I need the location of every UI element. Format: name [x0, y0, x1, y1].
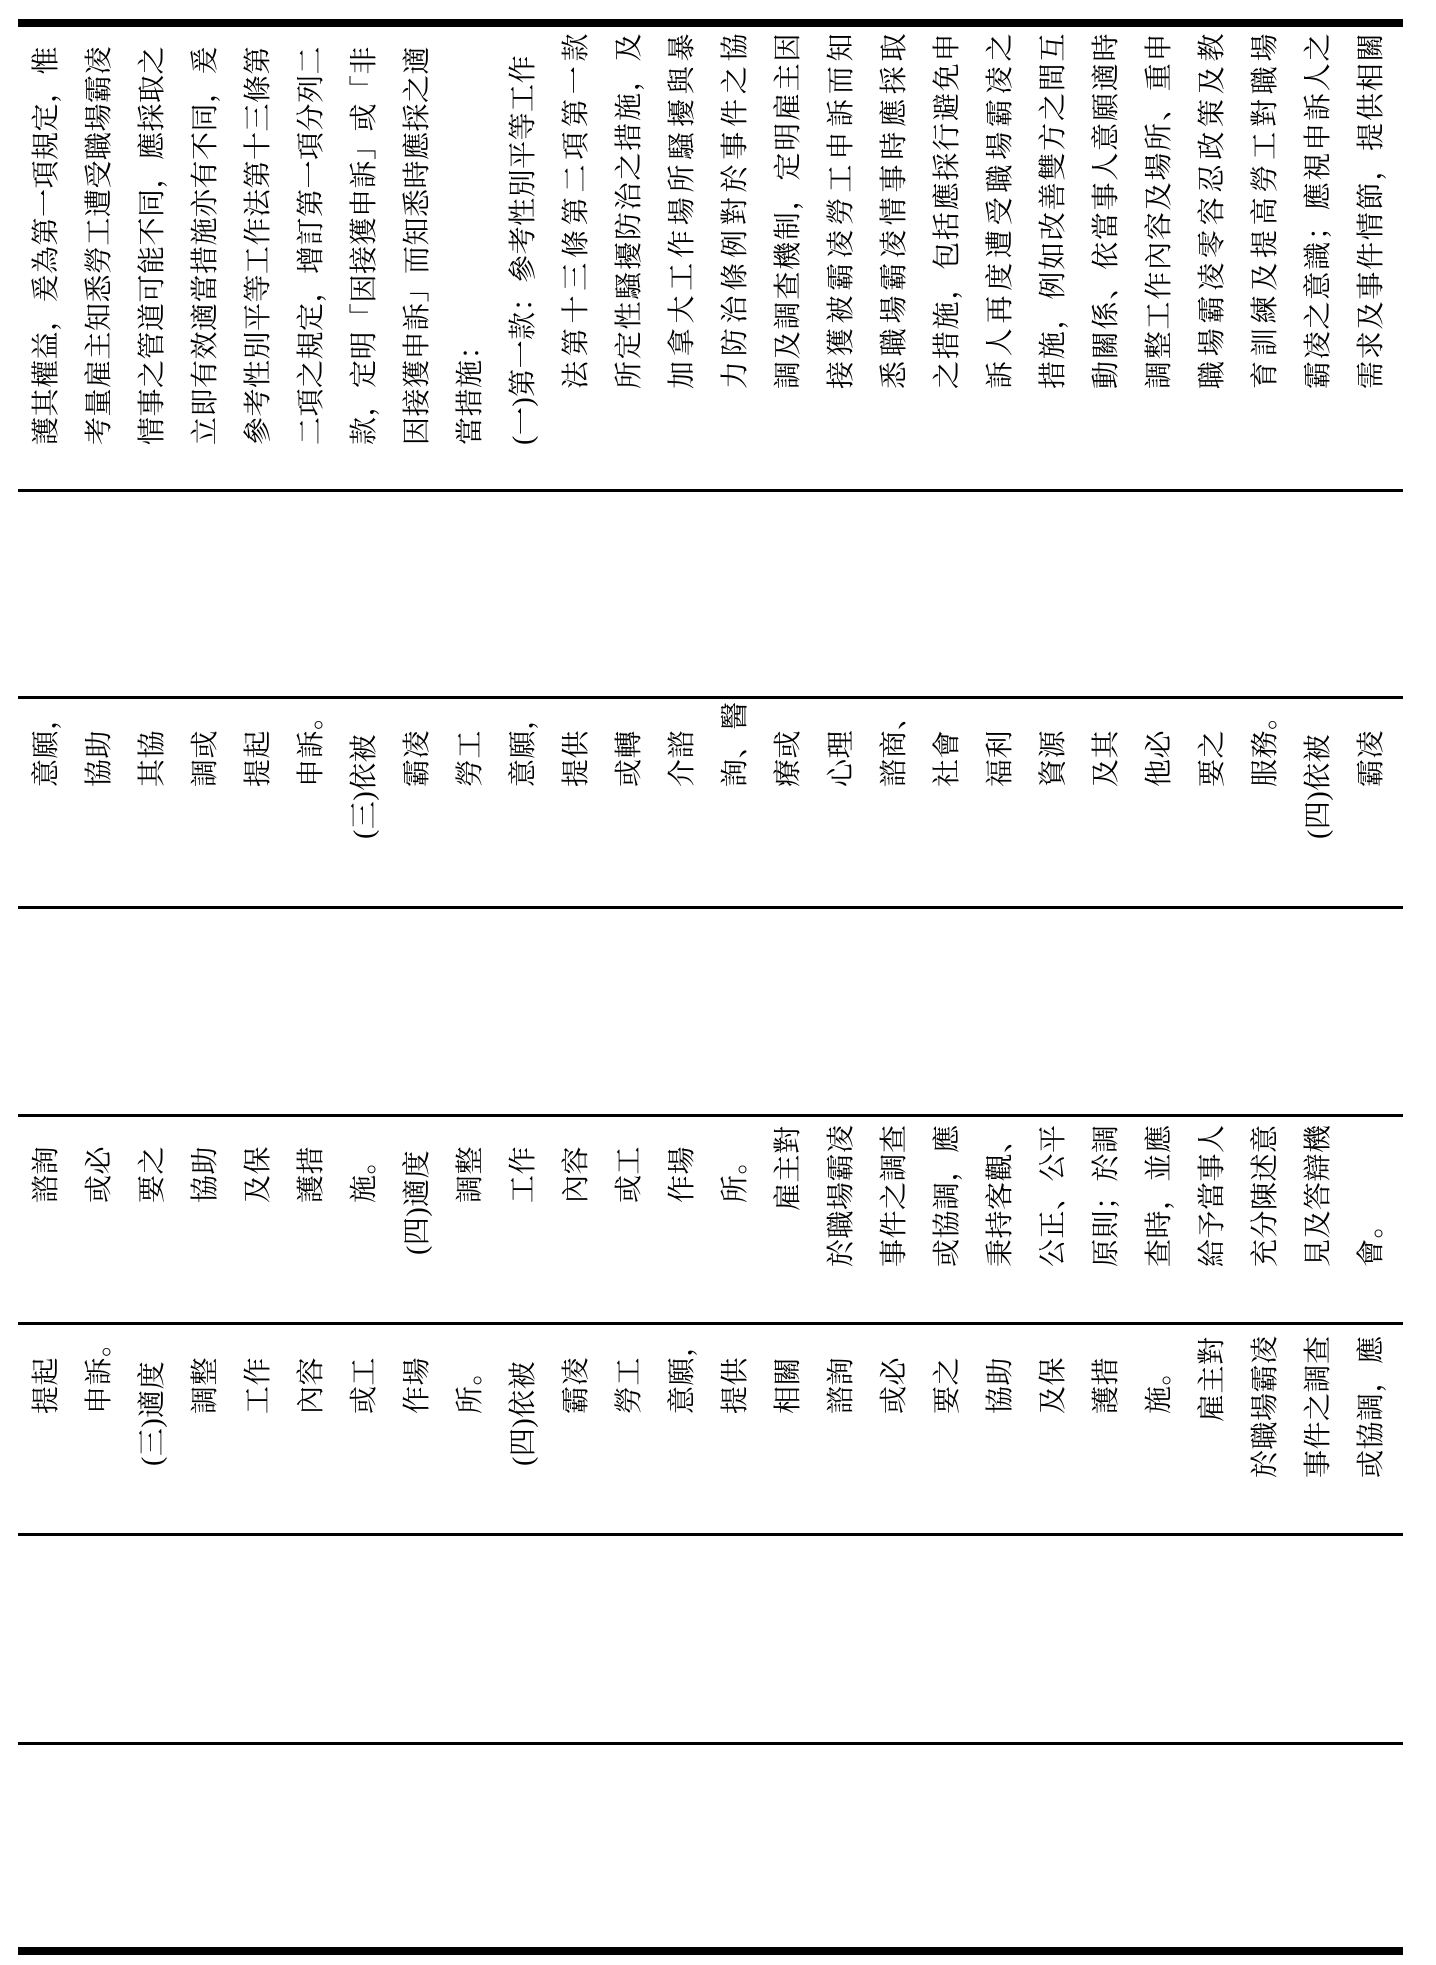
text-line: 悉職場霸凌情事時應採取 [879, 33, 910, 389]
text-line: 措施，例如改善雙方之間互 [1038, 33, 1069, 389]
text-line: 所定性騷擾防治之措施，及 [614, 33, 645, 389]
text-line: 相關 [773, 1356, 804, 1414]
text-line: 秉持客觀、 [985, 1124, 1016, 1267]
text-line: 工作 [243, 1356, 274, 1414]
text-line: 提供 [720, 1356, 751, 1414]
text-line: 查時，並應 [1144, 1124, 1175, 1267]
text-line: 參考性別平等工作法第十三條第 [243, 45, 274, 445]
text-line: 加拿大工作場所騷擾與暴 [667, 33, 698, 389]
text-line: 要之 [932, 1356, 963, 1414]
narrow-text-cell-3 [18, 1325, 1403, 1533]
text-line: 雇主對 [773, 1125, 804, 1211]
text-line: 雇主對 [1197, 1336, 1228, 1422]
text-line: 或協調，應 [932, 1124, 963, 1267]
text-line: 接獲被霸凌勞工申訴而知 [826, 33, 857, 389]
text-line: 或轉 [614, 729, 645, 787]
text-line: 所。 [455, 1356, 486, 1414]
text-line: (四)適度 [402, 1149, 433, 1255]
text-line: 或協調，應 [1356, 1335, 1387, 1478]
text-line: 申訴。 [84, 1328, 115, 1414]
bottom-border-bar [18, 1947, 1403, 1955]
text-line: 內容 [561, 1145, 592, 1203]
text-line: 二項之規定，增訂第一項分列二 [296, 45, 327, 445]
text-line: 社會 [932, 729, 963, 787]
text-line: 及保 [243, 1145, 274, 1203]
text-line: 霸凌 [1356, 729, 1387, 787]
text-line: 及其 [1091, 729, 1122, 787]
text-line: 訴人再度遭受職場霸凌之 [985, 33, 1016, 389]
text-line: 要之 [1197, 729, 1228, 787]
text-line: 公正、公平 [1038, 1124, 1069, 1267]
text-line: 款，定明「因接獲申訴」或「非 [349, 45, 380, 445]
text-line: 提起 [31, 1356, 62, 1414]
text-line: 護其權益，爰為第一項規定，惟 [31, 45, 62, 445]
empty-cell-3 [18, 1536, 1403, 1742]
text-line: 所。 [720, 1145, 751, 1203]
empty-cell-2 [18, 909, 1403, 1114]
text-line: 事件之調查 [1303, 1335, 1334, 1478]
text-line: 會。 [1356, 1209, 1387, 1267]
text-line: 於職場霸凌 [1250, 1335, 1281, 1478]
text-line: 提起 [243, 729, 274, 787]
text-line: 於職場霸凌 [826, 1124, 857, 1267]
text-line: (三)依被 [349, 733, 380, 839]
wide-text-cell-explanation [18, 27, 1403, 489]
text-line: 意願， [31, 701, 62, 787]
text-line: 給予當事人 [1197, 1124, 1228, 1267]
text-line: 勞工 [455, 729, 486, 787]
text-line: 調整 [455, 1145, 486, 1203]
narrow-text-cell-2 [18, 1117, 1403, 1322]
text-line: 其協 [137, 729, 168, 787]
text-line: 調或 [190, 729, 221, 787]
text-line: 作場 [402, 1356, 433, 1414]
text-line: 及保 [1038, 1356, 1069, 1414]
text-line: 工作 [508, 1145, 539, 1203]
text-line: 意願， [667, 1328, 698, 1414]
text-line: 申訴。 [296, 701, 327, 787]
text-line: 心理 [826, 729, 857, 787]
text-line: 霸凌之意識；應視申訴人之 [1303, 33, 1334, 389]
text-line: 施。 [349, 1145, 380, 1203]
text-line: 之措施，包括應採行避免申 [932, 33, 963, 389]
text-line: 法第十三條第二項第一款 [561, 33, 592, 389]
text-line: 或必 [879, 1356, 910, 1414]
text-line: 資源 [1038, 729, 1069, 787]
text-line: 考量雇主知悉勞工遭受職場霸凌 [84, 45, 115, 445]
top-border-bar [18, 19, 1403, 27]
text-line: 因接獲申訴」而知悉時應採之適 [402, 45, 433, 445]
text-line: 霸凌 [561, 1356, 592, 1414]
text-line: 調整工作內容及場所、重申 [1144, 33, 1175, 389]
text-line: 內容 [296, 1356, 327, 1414]
empty-cell-1 [18, 492, 1403, 696]
text-line: 福利 [985, 729, 1016, 787]
empty-cell-4 [18, 1745, 1403, 1947]
text-line: 諮詢 [31, 1145, 62, 1203]
text-line: 他必 [1144, 729, 1175, 787]
text-line: 勞工 [614, 1356, 645, 1414]
text-line: 立即有效適當措施亦有不同，爰 [190, 45, 221, 445]
text-line: 要之 [137, 1145, 168, 1203]
text-line: 意願， [508, 701, 539, 787]
text-line: 情事之管道可能不同，應採取之 [137, 45, 168, 445]
text-line: 協助 [190, 1145, 221, 1203]
text-line: 詢、醫 [720, 701, 751, 787]
text-line: 服務。 [1250, 701, 1281, 787]
text-line: 提供 [561, 729, 592, 787]
text-line: 協助 [84, 729, 115, 787]
narrow-text-cell-1 [18, 699, 1403, 906]
text-line: 或必 [84, 1145, 115, 1203]
text-line: 動關係、依當事人意願適時 [1091, 33, 1122, 389]
text-line: 施。 [1144, 1356, 1175, 1414]
text-line: 原則；於調 [1091, 1124, 1122, 1267]
text-line: 作場 [667, 1145, 698, 1203]
text-line: 協助 [985, 1356, 1016, 1414]
text-line: (四)依被 [508, 1360, 539, 1466]
text-line: (三)適度 [137, 1360, 168, 1466]
text-line: 調整 [190, 1356, 221, 1414]
text-line: 當措施： [455, 330, 486, 445]
text-line: (一)第一款：參考性別平等工作 [508, 54, 539, 445]
text-line: 諮商、 [879, 701, 910, 787]
text-line: 或工 [349, 1356, 380, 1414]
text-line: 職場霸凌零容忍政策及教 [1197, 33, 1228, 389]
text-line: 充分陳述意 [1250, 1124, 1281, 1267]
text-line: 諮詢 [826, 1356, 857, 1414]
text-line: 見及答辯機 [1303, 1124, 1334, 1267]
text-line: 護措 [1091, 1356, 1122, 1414]
text-line: 需求及事件情節，提供相關 [1356, 33, 1387, 389]
text-line: 護措 [296, 1145, 327, 1203]
text-line: 育訓練及提高勞工對職場 [1250, 33, 1281, 389]
text-line: 霸凌 [402, 729, 433, 787]
text-line: 療或 [773, 729, 804, 787]
text-line: (四)依被 [1303, 733, 1334, 839]
text-line: 介諮 [667, 729, 698, 787]
text-line: 事件之調查 [879, 1124, 910, 1267]
text-line: 或工 [614, 1145, 645, 1203]
text-line: 力防治條例對於事件之協 [720, 33, 751, 389]
text-line: 調及調查機制，定明雇主因 [773, 33, 804, 389]
